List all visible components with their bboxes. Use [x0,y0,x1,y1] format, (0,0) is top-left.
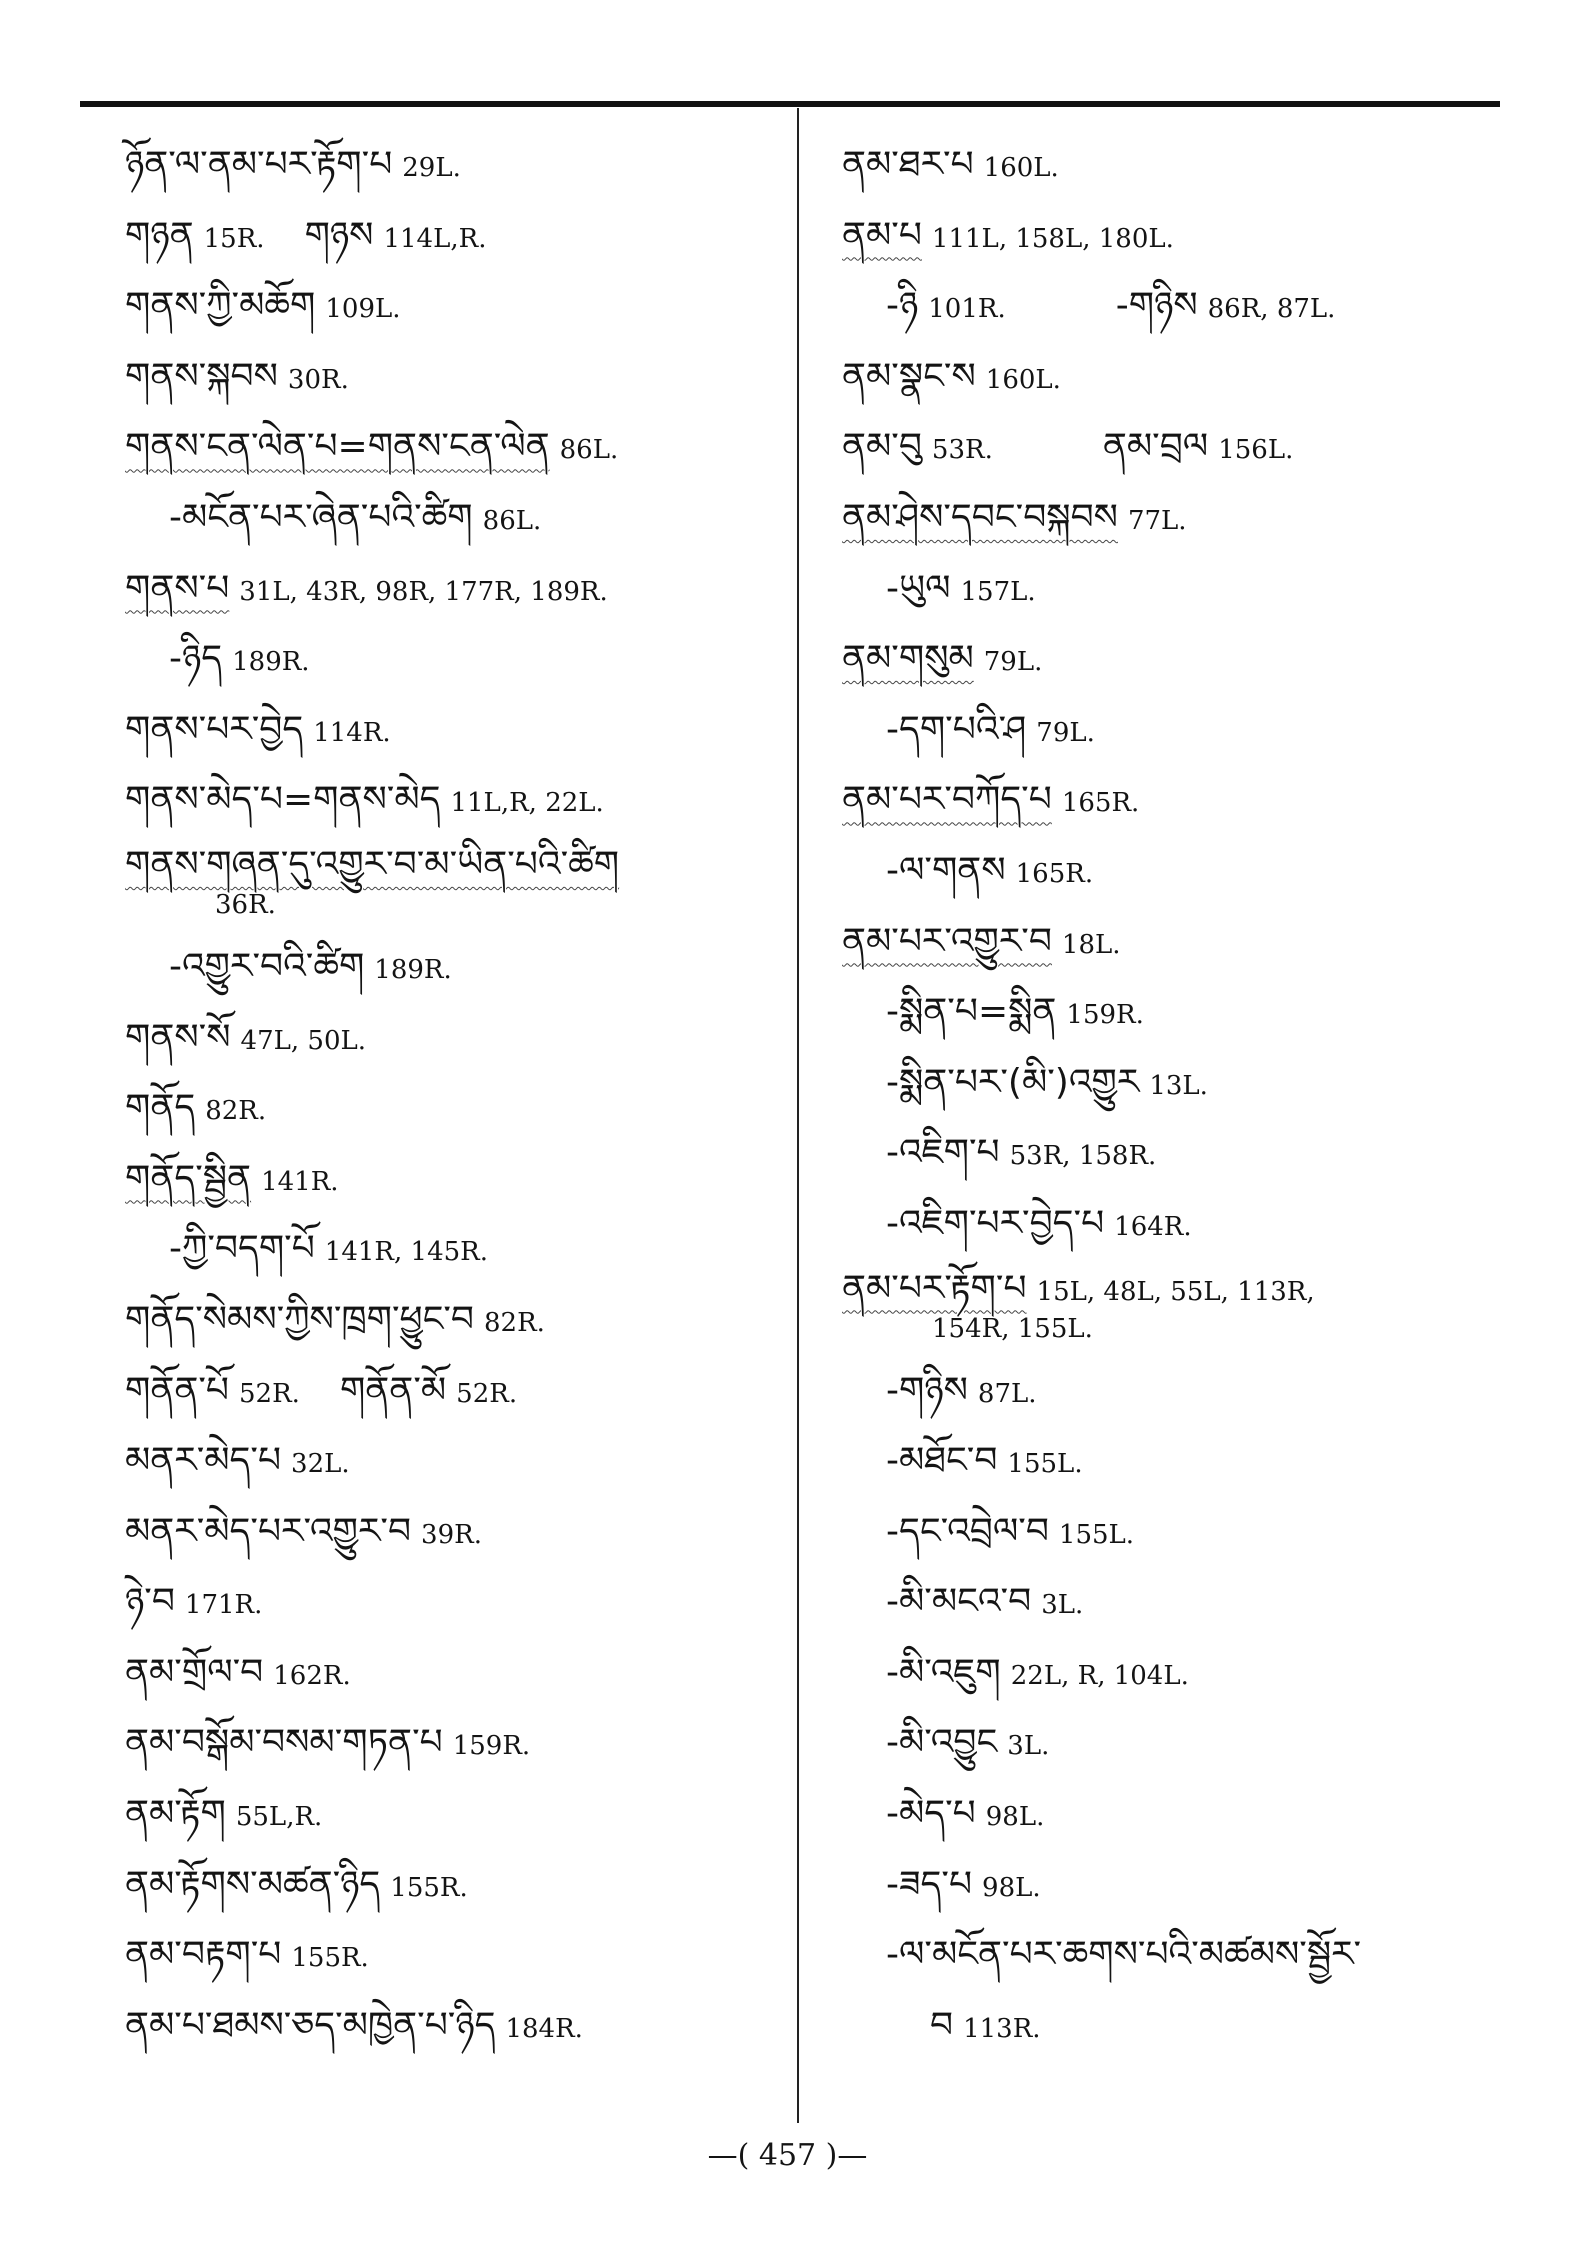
entry-term: མནར་མེད་པ [125,1440,282,1482]
index-entry [125,201,825,272]
entry-term: -ཡུལ [886,567,951,609]
index-entry [125,624,825,695]
entry-reference: 165R. [1015,858,1094,889]
entry-reference: 52R. [239,1378,300,1409]
entry-term: ཉོན་ལ་ནམ་པར་རྟོག་པ [125,144,393,185]
entry-reference: 82R. [483,1307,545,1338]
index-entry [842,1991,1542,2062]
entry-reference: 155R. [291,1943,369,1974]
entry-term: གནས་པ [125,567,230,609]
index-entry [125,412,825,483]
entry-term: བ [930,2004,954,2046]
entry-term: -དག་པའི་ཤ [886,708,1027,750]
index-entry [842,1048,1542,1119]
entry-term: ནམ་ཐར་པ [842,144,974,185]
index-entry [842,624,1542,695]
entry-term: -མེད་པ [886,1793,976,1835]
index-entry [125,1073,825,1144]
entry-term: -མངོན་པར་ཞེན་པའི་ཚིག [169,496,473,538]
entry-term-secondary: -གཉིས [1115,285,1198,327]
entry-term: -མི་འབྱུང [886,1722,998,1764]
index-entry [842,907,1542,978]
index-entry [842,1189,1542,1260]
entry-reference: 101R. [928,294,1006,325]
index-entry [125,1779,825,1850]
entry-reference: 159R. [1066,1000,1144,1031]
right-column [842,130,1542,2061]
index-entry [842,1920,1542,1991]
entry-reference: 98L. [985,1802,1045,1833]
entry-term: གནས་ངན་ལེན་པ=གནས་ངན་ལེན [125,426,550,468]
entry-reference-secondary: 86R, 87L. [1207,294,1336,325]
index-entry [125,1144,825,1215]
entry-reference: 113R. [963,2013,1041,2044]
index-entry [842,836,1542,907]
index-entry [125,836,825,932]
entry-reference-secondary: 52R. [456,1378,518,1409]
index-entry [125,1567,825,1638]
entry-term: ནམ་བརྟག་པ [125,1934,282,1976]
entry-term: གནས་གཞན་དུ་འགྱུར་བ་མ་ཡིན་པའི་ཚིག [125,843,620,885]
index-entry [125,1991,825,2062]
index-entry [125,932,825,1003]
entry-reference: 53R, 158R. [1009,1141,1157,1172]
entry-term: ཉེ་བ [125,1581,175,1623]
index-entry [842,1850,1542,1921]
index-entry [842,1118,1542,1189]
index-entry [125,1708,825,1779]
entry-term: -འཇིག་པ [886,1132,1000,1174]
entry-term: -ཉིད [169,638,223,680]
entry-reference: 3L. [1007,1731,1050,1762]
entry-term: ནམ་པ [842,214,922,256]
entry-reference: 82R. [205,1096,267,1127]
entry-reference: 77L. [1127,505,1187,536]
index-entry [842,1779,1542,1850]
entry-reference: 155L. [1058,1519,1135,1550]
entry-term: -སྨིན་པ=སྨིན [886,991,1057,1033]
entry-term: -ལ་གནས [886,849,1006,891]
entry-term: ནམ་པར་རྟོག་པ [842,1267,1027,1309]
entry-reference-secondary: 114L,R. [383,223,487,254]
index-entry [125,271,825,342]
entry-term-secondary: ནམ་བྲལ [1102,426,1209,468]
entry-reference: 29L. [402,153,461,183]
entry-reference: 164R. [1114,1211,1192,1242]
entry-reference: 86L. [482,505,542,536]
index-entry [125,1426,825,1497]
entry-term: -ཉི [886,285,919,327]
index-entry [125,695,825,766]
entry-term: ནམ་རྟོགས་མཚན་ཉིད [125,1863,381,1905]
entry-term: -ཟད་པ [886,1863,973,1905]
entry-reference: 141R, 145R. [324,1237,488,1268]
entry-reference: 30R. [287,364,349,395]
index-entry [125,130,825,201]
entry-term: གཉན [125,214,194,256]
entry-reference: 155R. [390,1872,468,1903]
entry-reference: 141R. [261,1166,339,1197]
entry-reference: 79L. [1036,717,1095,748]
entry-reference: 114R. [313,717,391,748]
index-entry [125,1638,825,1709]
index-entry [125,1003,825,1074]
entry-reference: 55L,R. [235,1802,323,1833]
entry-reference: 111L, 158L, 180L. [931,223,1174,254]
entry-reference-continued: 36R. [215,889,276,920]
index-entry [125,1285,825,1356]
entry-term: -དང་འབྲེལ་བ [886,1510,1049,1552]
entry-reference: 32L. [291,1449,350,1480]
entry-reference: 165R. [1061,788,1140,819]
entry-term: ནམ་བུ [842,426,922,468]
entry-term: -ཀྱི་བདག་པོ [169,1228,315,1270]
entry-reference: 15R. [203,223,265,254]
entry-reference-secondary: 156L. [1218,435,1294,466]
index-entry [842,342,1542,413]
entry-term: གནས་ཀྱི་མཆོག [125,285,316,327]
index-entry [125,1850,825,1921]
index-entry [842,1638,1542,1709]
entry-reference: 87L. [977,1378,1037,1409]
entry-term: གནོད་སེམས་ཀྱིས་ཁྲག་ཕྱུང་བ [125,1298,474,1340]
entry-reference: 160L. [983,153,1059,183]
index-entry [842,1260,1542,1356]
index-entry [842,977,1542,1048]
entry-term: -སྨིན་པར་(མི་)འགྱུར [886,1061,1140,1103]
index-entry [842,271,1542,342]
page-number: —( 457 )— [707,2138,868,2173]
index-entry [125,1497,825,1568]
entry-term: ནམ་ཤེས་དབང་བསྐབས [842,496,1118,538]
index-entry [842,695,1542,766]
entry-term: ནམ་རྟོག [125,1793,226,1835]
entry-reference: 184R. [505,2013,583,2044]
entry-reference: 15L, 48L, 55L, 113R, [1036,1276,1315,1307]
entry-term: -མི་འཇུག [886,1651,1001,1693]
entry-reference: 162R. [273,1660,351,1691]
entry-term: -མཐོང་བ [886,1440,998,1482]
entry-reference: 22L, R, 104L. [1010,1660,1189,1691]
entry-term-secondary: གནོན་མོ [339,1369,447,1411]
index-entry [842,765,1542,836]
entry-reference-continued: 154R, 155L. [932,1313,1093,1344]
entry-term: གནས་མེད་པ=གནས་མེད [125,779,441,821]
index-entry [842,130,1542,201]
entry-reference: 159R. [452,1731,531,1762]
entry-reference: 3L. [1041,1590,1084,1621]
entry-term: གནོད་སྦྱིན [125,1157,252,1199]
entry-term: -མི་མངའ་བ [886,1581,1032,1623]
entry-reference: 86L. [559,435,619,466]
entry-term: -གཉིས [886,1369,968,1411]
index-entry [125,1920,825,1991]
index-entry [125,765,825,836]
entry-reference: 109L. [325,294,401,325]
entry-term: གནས་སྐབས [125,355,278,397]
entry-reference: 189R. [374,954,452,985]
entry-term: གནོད [125,1087,196,1129]
index-entry [842,201,1542,272]
entry-term: -འགྱུར་བའི་ཚིག [169,945,365,987]
index-entry [842,1356,1542,1427]
index-entry [125,554,825,625]
entry-reference: 98L. [982,1872,1041,1903]
index-entry [125,342,825,413]
entry-reference: 31L, 43R, 98R, 177R, 189R. [239,576,608,607]
index-entry [842,554,1542,625]
index-entry [125,1214,825,1285]
entry-term: -ལ་མངོན་པར་ཆགས་པའི་མཚམས་སྦྱོར་ [886,1934,1362,1976]
entry-term: ནམ་པར་བཀོད་པ [842,779,1052,821]
entry-reference: 53R. [931,435,993,466]
entry-term: ནམ་སྣང་ས [842,355,976,397]
index-entry [842,1497,1542,1568]
entry-term-secondary: གཉས [304,214,374,256]
entry-term: ནམ་བསྒོམ་བསམ་གཏན་པ [125,1722,443,1764]
left-column [125,130,825,2061]
entry-reference: 160L. [985,364,1061,395]
entry-term: མནར་མེད་པར་འགྱུར་བ [125,1510,412,1552]
entry-term: གནས་སོ [125,1016,231,1058]
entry-term: གནོན་པོ [125,1369,230,1411]
entry-term: ནམ་གྲོལ་བ [125,1651,264,1693]
entry-reference: 18L. [1061,929,1121,960]
entry-term: ནམ་གསུམ [842,638,974,680]
entry-reference: 11L,R, 22L. [450,788,604,819]
index-entry [842,412,1542,483]
entry-reference: 171R. [184,1590,263,1621]
index-entry [125,483,825,554]
entry-reference: 189R. [232,647,310,678]
entry-reference: 79L. [983,647,1043,678]
top-rule [80,101,1500,107]
entry-reference: 39R. [421,1519,482,1550]
index-entry [842,1426,1542,1497]
entry-reference: 13L. [1149,1070,1208,1101]
entry-term: གནས་པར་བྱེད [125,708,304,750]
entry-term: -འཇིག་པར་བྱེད་པ [886,1202,1105,1244]
index-entry [842,1567,1542,1638]
entry-term: ནམ་པར་འགྱུར་བ [842,920,1052,962]
index-entry [842,1708,1542,1779]
entry-reference: 155L. [1007,1449,1083,1480]
index-entry [842,483,1542,554]
entry-reference: 157L. [960,576,1036,607]
entry-term: ནམ་པ་ཐམས་ཅད་མཁྱེན་པ་ཉིད [125,2004,496,2046]
index-entry [125,1356,825,1427]
entry-reference: 47L, 50L. [240,1025,367,1056]
